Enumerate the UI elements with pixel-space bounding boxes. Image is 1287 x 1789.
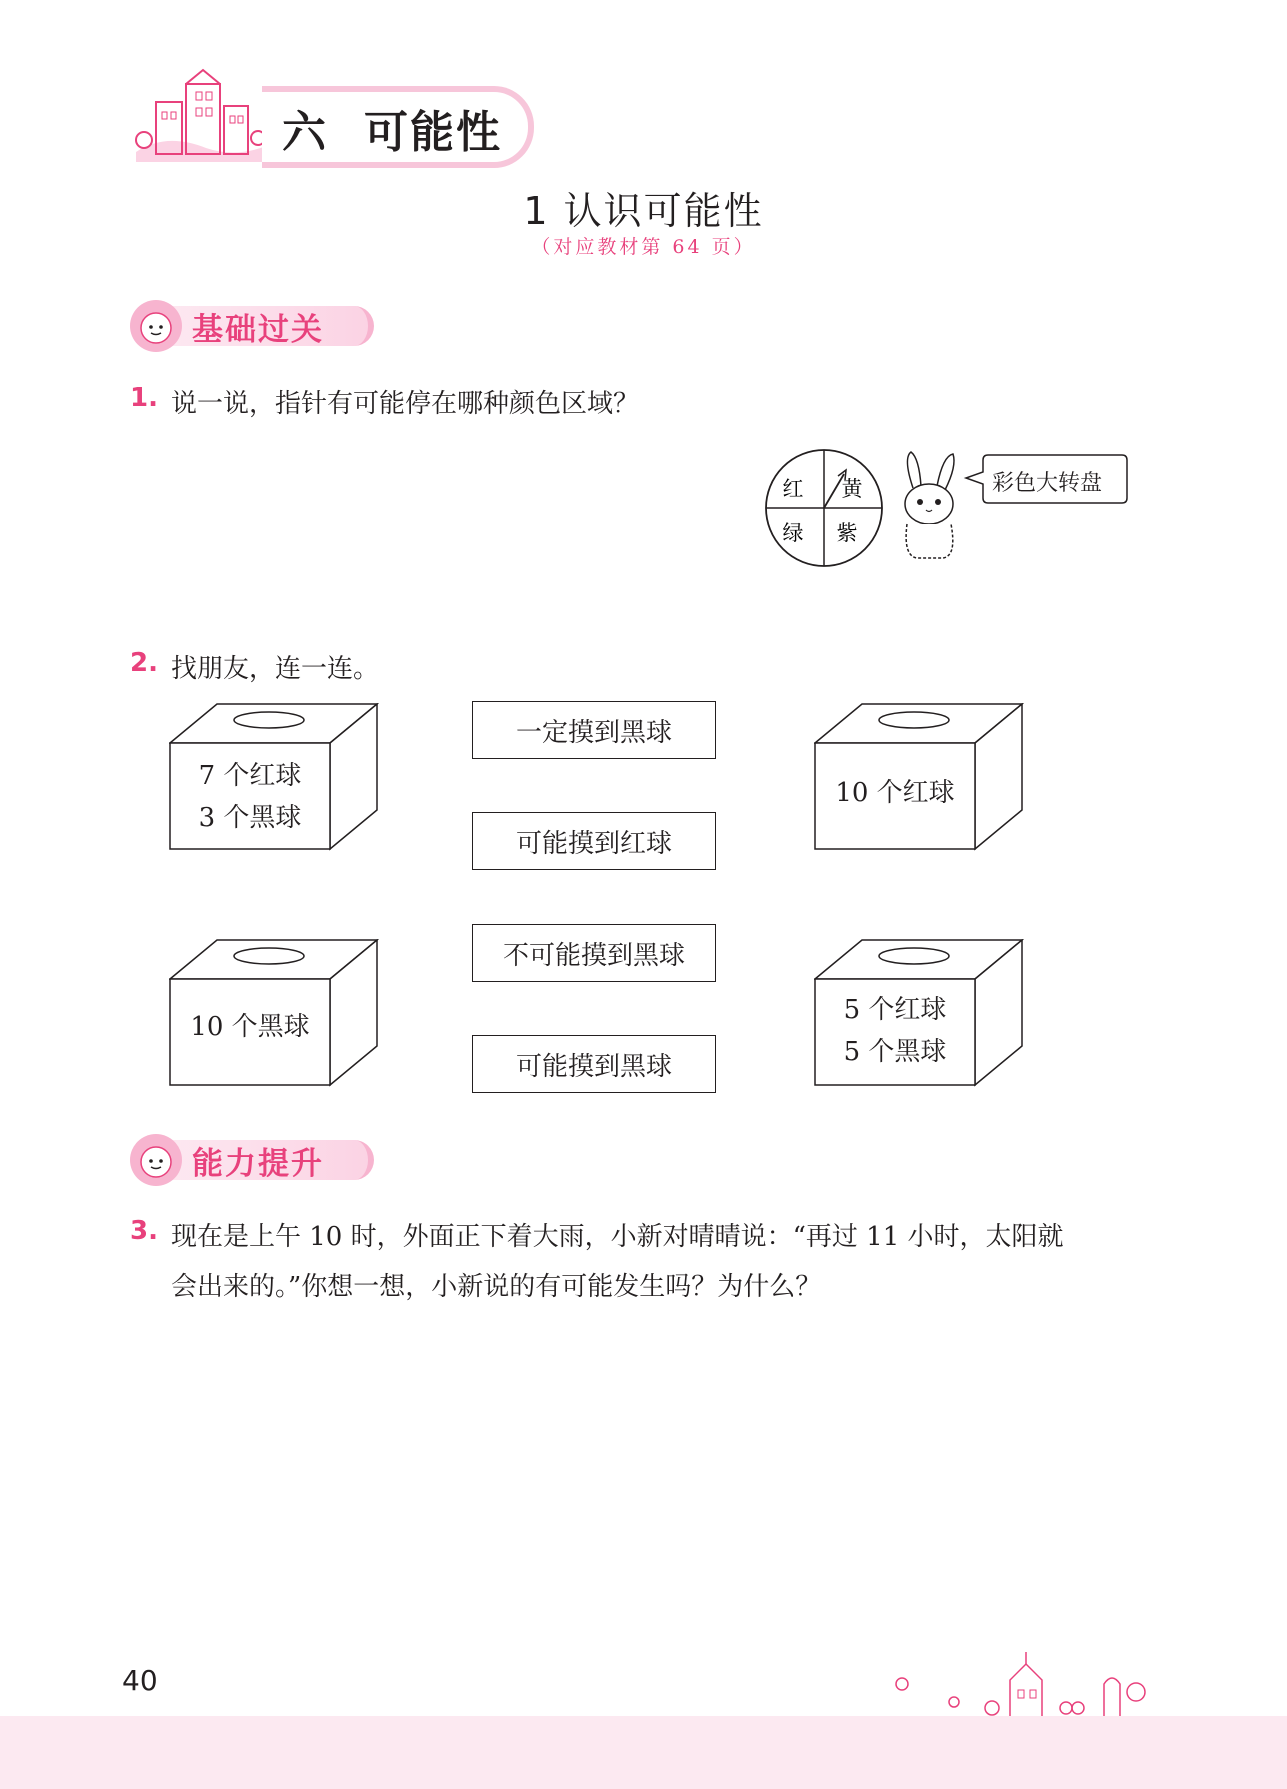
option-impossible-black[interactable]: 不可能摸到黑球 xyxy=(472,924,716,982)
chapter-number: 六 xyxy=(282,107,328,158)
spinner-purple: 紫 xyxy=(836,521,858,545)
building-illustration xyxy=(126,62,276,166)
section-advanced-label: 能力提升 xyxy=(192,1146,324,1182)
speech-bubble-text: 彩色大转盘 xyxy=(992,471,1103,496)
q1-number: 1. xyxy=(130,383,158,413)
spinner-wheel xyxy=(762,446,886,570)
spinner-green: 绿 xyxy=(782,521,804,545)
lesson-title: 1 认识可能性 xyxy=(523,189,764,233)
spinner-yellow: 黄 xyxy=(841,477,863,501)
q1-text: 说一说，指针有可能停在哪种颜色区域？ xyxy=(171,389,640,419)
option-possible-red[interactable]: 可能摸到红球 xyxy=(472,812,716,870)
box-4-red: 5 个红球 xyxy=(843,995,947,1025)
footer-castle-illustration xyxy=(880,1650,1170,1720)
q3-line-1: 现在是上午 10 时，外面正下着大雨，小新对晴晴说：“再过 11 小时，太阳就 xyxy=(171,1222,1064,1252)
box-1-black: 3 个黑球 xyxy=(198,803,302,833)
option-certain-black[interactable]: 一定摸到黑球 xyxy=(472,701,716,759)
chapter-name: 可能性 xyxy=(364,107,502,158)
lesson-subtitle: （对应教材第 64 页） xyxy=(531,236,756,258)
rabbit-illustration xyxy=(893,448,965,564)
box-1-red: 7 个红球 xyxy=(198,761,302,791)
q3-number: 3. xyxy=(130,1216,158,1246)
section-basic-label: 基础过关 xyxy=(192,312,324,348)
q2-text: 找朋友，连一连。 xyxy=(171,654,380,684)
page-number: 40 xyxy=(122,1664,158,1697)
box-1-label xyxy=(170,755,330,839)
spinner-red: 红 xyxy=(782,477,804,501)
box-3-label xyxy=(815,772,975,814)
box-3-red: 10 个红球 xyxy=(835,778,955,808)
box-4-black: 5 个黑球 xyxy=(843,1037,947,1067)
option-possible-black[interactable]: 可能摸到黑球 xyxy=(472,1035,716,1093)
boy-avatar-icon xyxy=(128,1132,184,1188)
chapter-title xyxy=(282,96,502,160)
girl-avatar-icon xyxy=(128,298,184,354)
box-4-label xyxy=(815,989,975,1073)
footer-band xyxy=(0,1716,1287,1789)
q3-line-2: 会出来的。”你想一想，小新说的有可能发生吗？为什么？ xyxy=(171,1272,822,1302)
box-2-black: 10 个黑球 xyxy=(190,1012,310,1042)
box-2-label xyxy=(170,1006,330,1048)
q2-number: 2. xyxy=(130,648,158,678)
